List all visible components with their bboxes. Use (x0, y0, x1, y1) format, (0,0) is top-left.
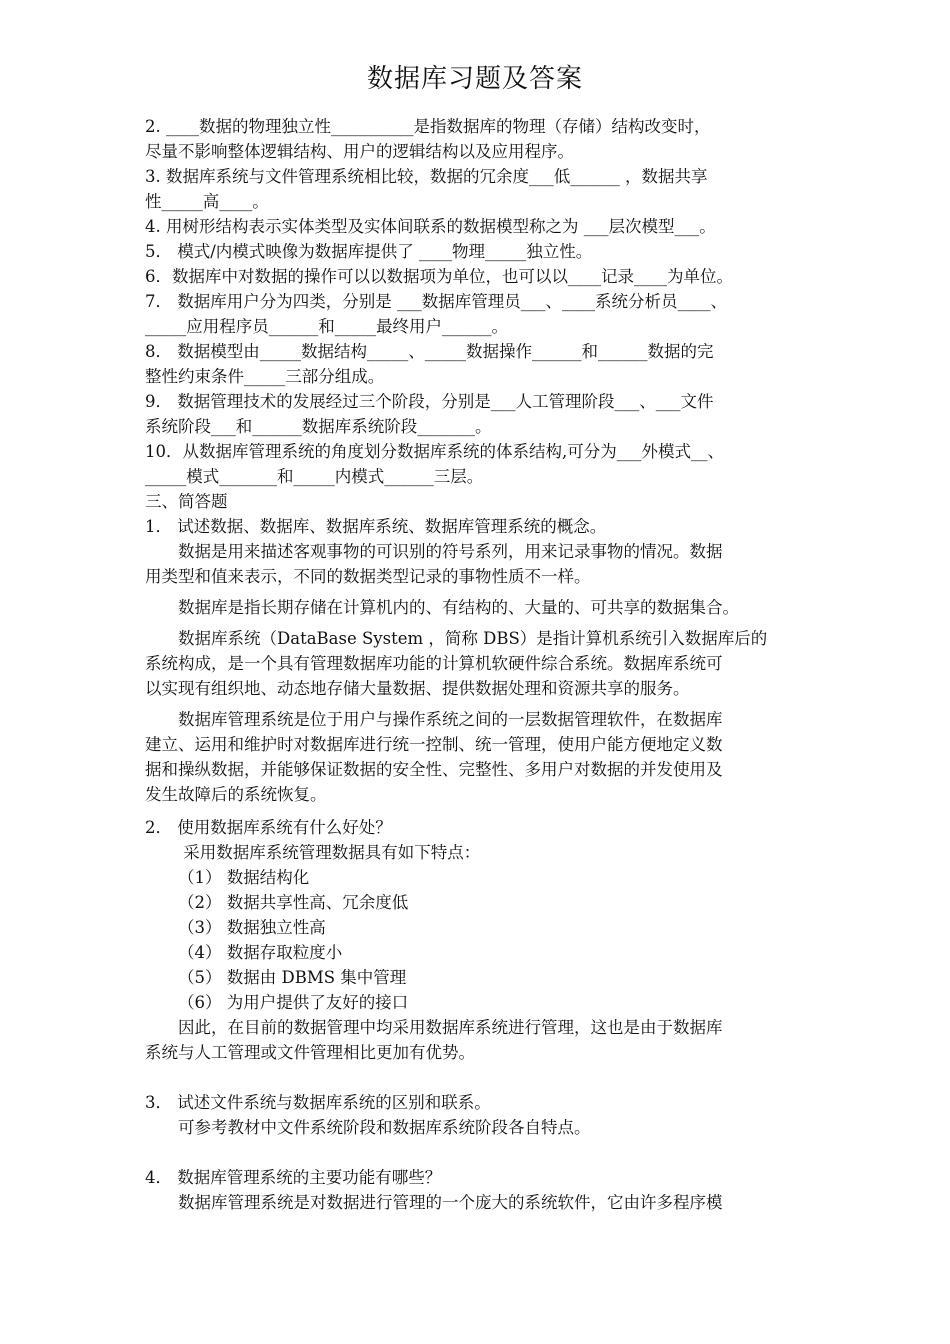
q10-fill-line-1: 10．从数据库管理系统的角度划分数据库系统的体系结构,可分为___外模式__、 (145, 442, 724, 461)
short-answer-q3: 3． 试述文件系统与数据库系统的区别和联系。 (145, 1093, 491, 1112)
paragraph-line: 数据库管理系统是位于用户与操作系统之间的一层数据管理软件，在数据库 (178, 710, 723, 729)
q8-fill-line-2: 整性约束条件_____三部分组成。 (145, 367, 385, 386)
answer1-data-paragraph (145, 539, 809, 589)
short-answer-q4: 4． 数据库管理系统的主要功能有哪些？ (145, 1168, 442, 1187)
paragraph-line: 据和操纵数据，并能够保证数据的安全性、完整性、多用户对数据的并发使用及 (145, 760, 723, 779)
q2-fill-line-2: 尽量不影响整体逻辑结构、用户的逻辑结构以及应用程序。 (145, 142, 574, 161)
list-item: （5） 数据由 DBMS 集中管理 (178, 968, 407, 987)
q4-fill-line: 4. 用树形结构表示实体类型及实体间联系的数据模型称之为 ___层次模型___。 (145, 217, 716, 236)
q2-conclusion-line: 因此，在目前的数据管理中均采用数据库系统进行管理，这也是由于数据库 (178, 1018, 723, 1037)
q2-intro: 采用数据库系统管理数据具有如下特点： (178, 843, 481, 862)
q2-conclusion-line: 系统与人工管理或文件管理相比更加有优势。 (145, 1043, 475, 1062)
list-item: （6） 为用户提供了友好的接口 (178, 993, 409, 1012)
answer1-dbs-paragraph (145, 626, 809, 701)
q6-fill-line: 6．数据库中对数据的操作可以以数据项为单位，也可以以____记录____为单位。 (145, 267, 733, 286)
q9-fill-line-2: 系统阶段___和______数据库系统阶段_______。 (145, 417, 492, 436)
q7-fill-line-2: _____应用程序员______和_____最终用户______。 (145, 317, 508, 336)
q9-fill-line-1: 9． 数据管理技术的发展经过三个阶段，分别是___人工管理阶段___、___文件 (145, 392, 714, 411)
short-answer-q1: 1． 试述数据、数据库、数据库系统、数据库管理系统的概念。 (145, 517, 607, 536)
section-heading: 三、简答题 (145, 492, 228, 511)
q5-fill-line: 5． 模式/内模式映像为数据库提供了 ____物理_____独立性。 (145, 242, 593, 261)
q3-fill-line-1: 3. 数据库系统与文件管理系统相比较，数据的冗余度___低______ ，数据共享 (145, 167, 708, 186)
q4-answer: 数据库管理系统是对数据进行管理的一个庞大的系统软件，它由许多程序模 (178, 1193, 723, 1212)
document-body (145, 114, 809, 1215)
answer1-database-paragraph (145, 595, 809, 620)
q3-fill-line-2: 性_____高____。 (145, 192, 269, 211)
q7-fill-line-1: 7． 数据库用户分为四类，分别是 ___数据库管理员___、____系统分析员____、 (145, 292, 727, 311)
paragraph-line: 建立、运用和维护时对数据库进行统一控制、统一管理，使用户能方便地定义数 (145, 735, 723, 754)
list-item: （3） 数据独立性高 (178, 918, 326, 937)
paragraph-line: 数据库是指长期存储在计算机内的、有结构的、大量的、可共享的数据集合。 (178, 598, 739, 617)
list-item: （1） 数据结构化 (178, 868, 310, 887)
q10-fill-line-2: _____模式_______和_____内模式______三层。 (145, 467, 484, 486)
q8-fill-line-1: 8． 数据模型由_____数据结构_____、_____数据操作______和______数据的完 (145, 342, 714, 361)
list-item: （4） 数据存取粒度小 (178, 943, 343, 962)
paragraph-line: 用类型和值来表示，不同的数据类型记录的事物性质不一样。 (145, 567, 591, 586)
answer1-dbms-paragraph (145, 707, 809, 807)
paragraph-line: 发生故障后的系统恢复。 (145, 785, 327, 804)
page-title: 数据库习题及答案 (366, 64, 583, 94)
q2-fill-line-1: 2. ____数据的物理独立性__________是指数据库的物理（存储）结构改变时， (145, 117, 711, 136)
paragraph-line: 数据是用来描述客观事物的可识别的符号系列，用来记录事物的情况。数据 (178, 542, 723, 561)
list-item: （2） 数据共享性高、冗余度低 (178, 893, 409, 912)
paragraph-line: 数据库系统（DataBase System ，简称 DBS）是指计算机系统引入数据库后的 (178, 629, 768, 648)
paragraph-line: 系统构成，是一个具有管理数据库功能的计算机软硬件综合系统。数据库系统可 (145, 654, 723, 673)
paragraph-line: 以实现有组织地、动态地存储大量数据、提供数据处理和资源共享的服务。 (145, 679, 690, 698)
q3-answer: 可参考教材中文件系统阶段和数据库系统阶段各自特点。 (178, 1118, 591, 1137)
short-answer-q2: 2． 使用数据库系统有什么好处？ (145, 818, 392, 837)
